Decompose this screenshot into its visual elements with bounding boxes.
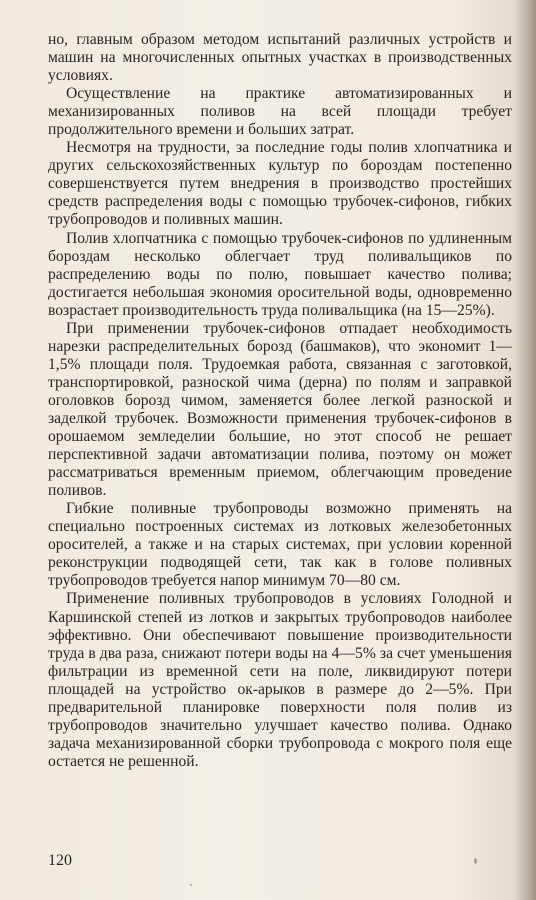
paragraph-6: Гибкие поливные трубопроводы возможно применять на специально построенных системах из лотковых железобетонных оросителей, а также и на старых системах, при условии коренной реконструкции подводящей сети, так как в голове поливных трубопроводов требуется напор минимум 70—80 см. [48, 500, 512, 590]
paragraph-7: Применение поливных трубопроводов в условиях Голодной и Каршинской степей из лотков и закрытых трубопроводов наиболее эффективно. Они обеспечивают повышение производительности труда в два раза, снижают потери воды на 4—5% за счет уменьшения фильтрации из временной сети на поле, ликвидируют потери площадей на устройство ок-арыков в размере до 2—5%. При предварительной планировке поверхности поля полив из трубопроводов значительно улучшает качество полива. Однако задача механизированной сборки трубопровода с мокрого поля еще остается не решенной. [48, 590, 512, 770]
paragraph-3: Несмотря на трудности, за последние годы полив хлопчатника и других сельскохозяйственных культур по бороздам постепенно совершенствуется путем внедрения в производство простейших средств распределения воды с помощью трубочек-сифонов, гибких трубопроводов и поливных машин. [48, 139, 512, 229]
paragraph-2: Осуществление на практике автоматизированных и механизированных поливов на всей площади требует продолжительного времени и больших затрат. [48, 85, 512, 139]
paragraph-5: При применении трубочек-сифонов отпадает необходимость нарезки распределительных борозд (башмаков), что экономит 1—1,5% площади поля. Трудоемкая работа, связанная с заготовкой, транспортировкой, разноской чима (дерна) по полям и заправкой оголовков борозд чимом, заменяется более легкой разноской и заделкой трубочек. Возможности применения трубочек-сифонов в орошаемом земледелии большие, но этот способ не решает перспективной задачи автоматизации полива, поэтому он может рассматриваться временным приемом, облегчающим проведение поливов. [48, 319, 512, 500]
paragraph-1: но, главным образом методом испытаний различных устройств и машин на многочисленных опытных участках в производственных условиях. [48, 31, 512, 85]
paper-speck [474, 858, 477, 864]
paragraph-4: Полив хлопчатника с помощью трубочек-сифонов по удлиненным бороздам несколько облегчает труд поливальщиков по распределению воды по полю, повышает качество полива; достигается небольшая экономия оросительной воды, одновременно возрастает производительность труда поливальщика (на 15—25%). [48, 229, 512, 319]
page-number: 120 [48, 852, 72, 869]
paper-speck [190, 884, 192, 886]
body-text [48, 31, 512, 771]
page-edge-shadow [514, 0, 536, 900]
